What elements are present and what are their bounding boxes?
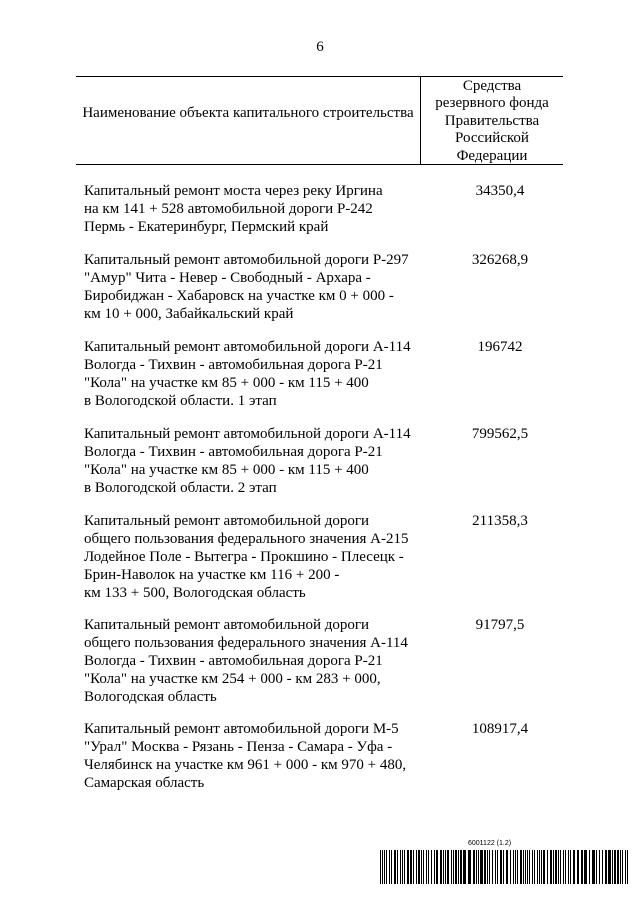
table-top-rule (76, 76, 563, 77)
object-name: Капитальный ремонт моста через реку Иргина на км 141 + 528 автомобильной дороги Р-242 Пермь - Екатеринбург, Пермский край (84, 183, 383, 235)
header-reserve-funds: Средства резервного фонда Правительства Российской Федерации (435, 78, 549, 164)
barcode-icon (380, 850, 630, 884)
object-name: Капитальный ремонт автомобильной дороги общего пользования федерального значения А-215 Лодейное Поле - Вытегра - Прокшино - Плесецк - Брин-Наволок на участке км 116 + 200 - км 133 + 500, Вологодская область (84, 513, 409, 601)
object-name: Капитальный ремонт автомобильной дороги Р-297 "Амур" Чита - Невер - Свободный - Архара - Биробиджан - Хабаровск на участке км 0 + 000 - км 10 + 000, Забайкальский край (84, 252, 409, 322)
document-barcode (380, 840, 630, 890)
object-name: Капитальный ремонт автомобильной дороги А-114 Вологда - Тихвин - автомобильная дорога Р-21 "Кола" на участке км 85 + 000 - км 115 + 400 в Вологодской области. 2 этап (84, 426, 411, 496)
barcode-code: 6001122 (1.2) (468, 840, 512, 847)
funds-value: 34350,4 (475, 183, 525, 199)
funds-value: 91797,5 (475, 617, 525, 633)
funds-value: 108917,4 (471, 721, 529, 737)
object-name: Капитальный ремонт автомобильной дороги общего пользования федерального значения А-114 Вологда - Тихвин - автомобильная дорога Р-21 "Кола" на участке км 254 + 000 - км 283 + 000, Вологодская область (84, 617, 408, 705)
object-name: Капитальный ремонт автомобильной дороги М-5 "Урал" Москва - Рязань - Пенза - Самара - Уфа - Челябинск на участке км 961 + 000 - км 970 + 480, Самарская область (84, 721, 407, 791)
funds-value: 326268,9 (471, 252, 529, 268)
object-name: Капитальный ремонт автомобильной дороги А-114 Вологда - Тихвин - автомобильная дорога Р-21 "Кола" на участке км 85 + 000 - км 115 + 400 в Вологодской области. 1 этап (84, 339, 411, 409)
page-number: 6 (316, 39, 324, 55)
funds-value: 211358,3 (472, 513, 528, 529)
funds-value: 196742 (477, 339, 523, 355)
header-object-name: Наименование объекта капитального строительства (82, 105, 414, 121)
table-header-bottom-rule (76, 164, 563, 165)
funds-value: 799562,5 (471, 426, 529, 442)
